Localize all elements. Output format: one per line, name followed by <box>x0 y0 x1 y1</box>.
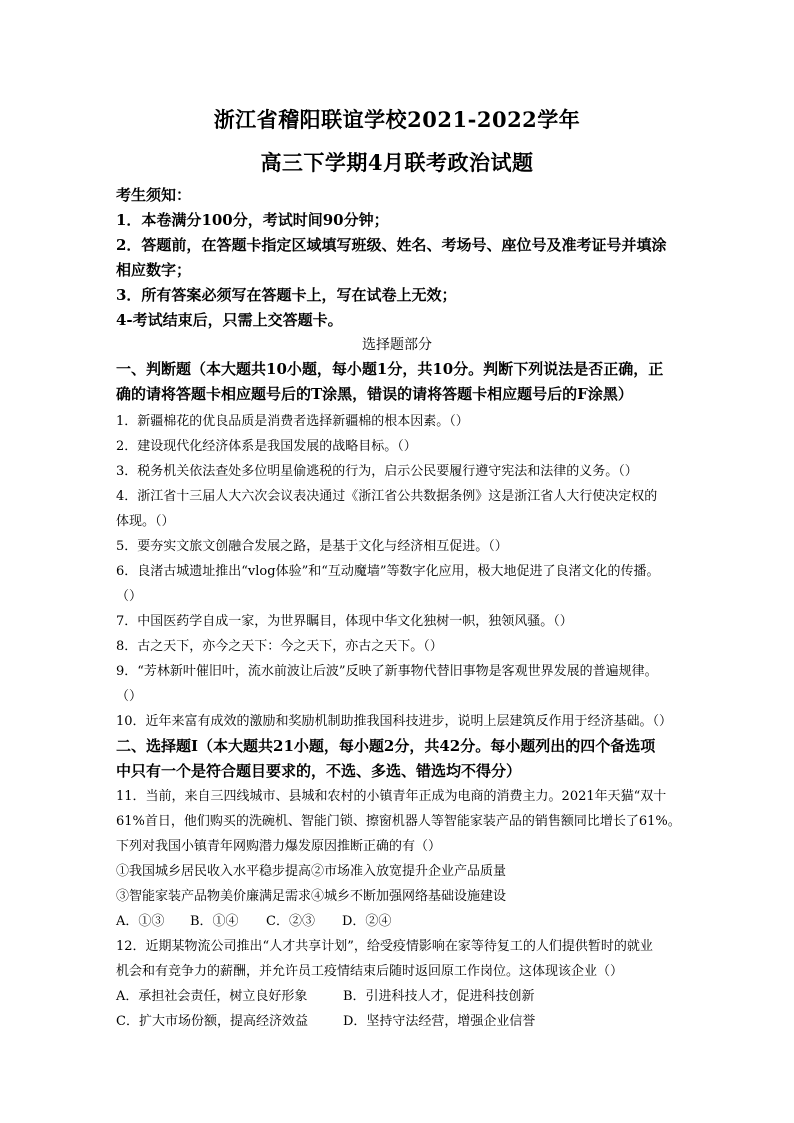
section-title: 选择题部分 <box>362 337 432 353</box>
q11-option-a: A．①③ <box>116 914 165 929</box>
question-line: 12．近期某物流公司推出“人才共享计划”，给受疫情影响在家等待复工的人们提供暂时的就业 <box>116 939 653 954</box>
question-line: 2．建设现代化经济体系是我国发展的战略目标。（） <box>116 439 417 454</box>
question-line: 1．新疆棉花的优良品质是消费者选择新疆棉的根本因素。（） <box>116 414 469 429</box>
question-line: 6．良渚古城遗址推出“vlog体验”和“互动魔墙”等数字化应用，极大地促进了良渚文化的传播。 <box>116 564 660 579</box>
question-line: 机会和有竞争力的薪酬，并允许员工疫情结束后随时返回原工作岗位。这体现该企业（） <box>116 964 624 979</box>
notice-item: 4-考试结束后，只需上交答题卡。 <box>116 311 343 329</box>
part2-heading: 中只有一个是符合题目要求的，不选、多选、错选均不得分） <box>116 762 522 780</box>
question-line: ③智能家装产品物美价廉满足需求④城乡不断加强网络基础设施建设 <box>116 889 507 904</box>
notice-item: 3．所有答案必须写在答题卡上，写在试卷上无效； <box>116 286 457 304</box>
q12-option-d: D．坚持守法经营，增强企业信誉 <box>343 1014 536 1029</box>
q12-option-a: A．承担社会责任，树立良好形象 <box>116 989 308 1004</box>
question-line: 9．“芳林新叶催旧叶，流水前波让后波”反映了新事物代替旧事物是客观世界发展的普遍规律。 <box>116 664 658 679</box>
q11-option-c: C．②③ <box>266 914 315 929</box>
part1-heading: 一、判断题（本大题共10小题，每小题1分，共10分。判断下列说法是否正确，正 <box>116 360 664 378</box>
notice-item: 1．本卷满分100分，考试时间90分钟； <box>116 211 389 229</box>
question-line: ①我国城乡居民收入水平稳步提高②市场准入放宽提升企业产品质量 <box>116 864 507 879</box>
part1-heading: 确的请将答题卡相应题号后的T涂黑，错误的请将答题卡相应题号后的F涂黑） <box>116 385 633 403</box>
question-line: 5．要夯实文旅文创融合发展之路，是基于文化与经济相互促进。（） <box>116 539 508 554</box>
question-line: 10．近年来富有成效的激励和奖励机制助推我国科技进步，说明上层建筑反作用于经济基础。（） <box>116 714 673 729</box>
q11-option-b: B．①④ <box>190 914 239 929</box>
question-line: 3．税务机关依法查处多位明星偷逃税的行为，启示公民要履行遵守宪法和法律的义务。（） <box>116 464 638 479</box>
q12-option-b: B．引进科技人才，促进科技创新 <box>343 989 535 1004</box>
q11-option-d: D．②④ <box>342 914 392 929</box>
question-line: 8．古之天下，亦今之天下：今之天下，亦古之天下。（） <box>116 639 443 654</box>
part2-heading: 二、选择题Ⅰ（本大题共21小题，每小题2分，共42分。每小题列出的四个备选项 <box>116 737 656 755</box>
question-line: 11．当前，来自三四线城市、县城和农村的小镇青年正成为电商的消费主力。2021年天猫“双十 <box>116 789 667 804</box>
exam-title-line1: 浙江省稽阳联谊学校2021-2022学年 <box>213 107 581 132</box>
question-line: 下列对我国小镇青年网购潜力爆发原因推断正确的有（） <box>116 839 442 854</box>
question-line: （） <box>116 589 143 604</box>
question-line: （） <box>116 689 143 704</box>
notice-heading: 考生须知： <box>116 186 192 204</box>
question-line: 4．浙江省十三届人大六次会议表决通过《浙江省公共数据条例》这是浙江省人大行使决定权的 <box>116 489 658 504</box>
notice-item: 2．答题前，在答题卡指定区域填写班级、姓名、考场号、座位号及准考证号并填涂 <box>116 236 667 254</box>
question-line: 61%首日，他们购买的洗碗机、智能门锁、擦窗机器人等智能家装产品的销售额同比增长了61%。 <box>116 814 681 829</box>
q12-option-c: C．扩大市场份额，提高经济效益 <box>116 1014 308 1029</box>
question-line: 体现。（） <box>116 514 175 529</box>
notice-item: 相应数字； <box>116 261 192 279</box>
exam-title-line2: 高三下学期4月联考政治试题 <box>260 150 534 175</box>
question-line: 7．中国医药学自成一家，为世界瞩目，体现中华文化独树一帜，独领风骚。（） <box>116 614 573 629</box>
